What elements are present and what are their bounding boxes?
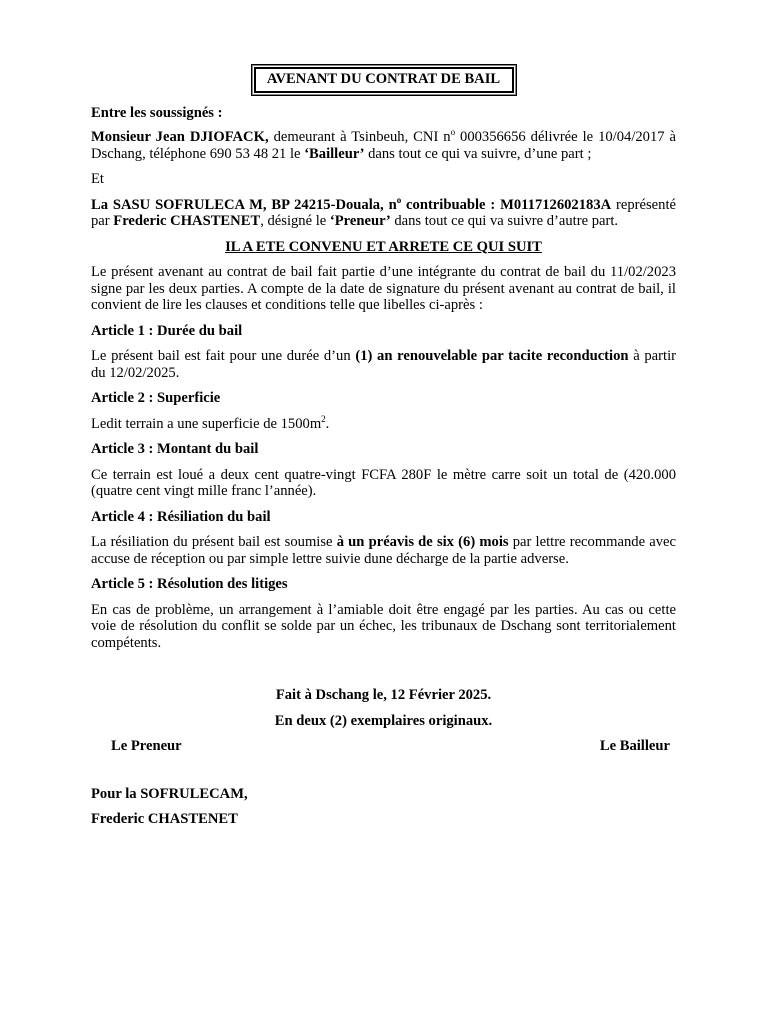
article4-bold: à un préavis de six (6) mois (336, 534, 509, 550)
intro-line: Entre les soussignés : (91, 104, 223, 121)
article3-title: Article 3 : Montant du bail (91, 441, 259, 457)
article4-title: Article 4 : Résiliation du bail (91, 508, 271, 525)
closing-place-date: Fait à Dschang le, 12 Février 2025. (275, 687, 492, 703)
signature-row (91, 738, 676, 755)
closing-copies: En deux (2) exemplaires originaux. (274, 712, 493, 729)
party2-text3: dans tout ce qui va suivre d’autre part. (390, 213, 619, 229)
agreed-heading: IL A ETE CONVENU ET ARRETE CE QUI SUIT (225, 238, 542, 255)
document-title: AVENANT DU CONTRAT DE BAIL (254, 67, 514, 93)
party1-text3: dans tout ce qui va suivre, d’une part ; (364, 145, 592, 162)
et-line: Et (91, 171, 104, 187)
party1-text2: 000356656 délivrée le 10/04/2017 à Dschang, téléphone 690 53 48 21 le (91, 129, 676, 162)
article2-title: Article 2 : Superficie (91, 390, 221, 406)
for-company-line: Pour la SOFRULECAM, (91, 785, 248, 802)
preamble-paragraph: Le présent avenant au contrat de bail fait partie d’une intégrante du contrat de bail du 11/02/2023 signe par les deux parties. A compte de la date de signature du présent avenant au contrat de bail, il convient de lire les clauses et conditions telle que libelles ci-après : (91, 264, 676, 313)
party2-representative: Frederic CHASTENET (113, 213, 261, 229)
party2-sup: o (396, 194, 402, 205)
article1-text (91, 348, 676, 381)
article2-text2: . (325, 415, 330, 432)
article2-text1: Ledit terrain a une superficie de 1500m (91, 415, 322, 432)
article4-text1: La résiliation du présent bail est soumise (91, 534, 337, 550)
signer-name: Frederic CHASTENET (91, 811, 238, 827)
party1-paragraph (91, 129, 676, 162)
party2-text1: représenté par (91, 196, 676, 229)
article2-sup: 2 (321, 413, 326, 424)
article5-text: En cas de problème, un arrangement à l’amiable doit être engagé par les parties. Au cas ou cette voie de résolution du conflit se solde par un échec, les tribunaux de Dschang sont territorialement compétents. (91, 601, 676, 651)
party2-name: La SASU SOFRULECA M, BP 24215-Douala, n (91, 196, 397, 213)
article1-text1: Le présent bail est fait pour une durée d’un (91, 348, 356, 364)
article1-text2: à partir du 12/02/2025. (91, 348, 676, 381)
party1-text1: demeurant à Tsinbeuh, CNI n (268, 129, 451, 145)
signature-right-label: Le Bailleur (599, 738, 670, 754)
party1-sup: o (450, 127, 456, 138)
party2-role: ‘Preneur’ (329, 213, 391, 229)
party2-text2: , désigné le (260, 213, 330, 229)
article1-bold: (1) an renouvelable par tacite reconduction (355, 348, 629, 364)
article4-text2: par lettre recommande avec accuse de réception ou par simple lettre suivie dune décharge de la partie adverse. (91, 534, 676, 567)
title-frame (251, 64, 517, 96)
article1-title: Article 1 : Durée du bail (91, 322, 243, 339)
signature-left-label: Le Preneur (111, 738, 182, 754)
party1-name: Monsieur Jean DJIOFACK, (91, 129, 269, 145)
party2-name2: contribuable : M011712602183A (401, 196, 612, 213)
article5-title: Article 5 : Résolution des litiges (91, 576, 288, 592)
article3-text: Ce terrain est loué a deux cent quatre-vingt FCFA 280F le mètre carre soit un total de (420.000 (quatre cent vingt mille franc l’année). (91, 466, 676, 499)
party2-paragraph (91, 194, 676, 230)
party1-role: ‘Bailleur’ (304, 145, 365, 162)
document-page (91, 64, 676, 828)
article4-text (91, 534, 676, 567)
article2-text (91, 413, 676, 433)
